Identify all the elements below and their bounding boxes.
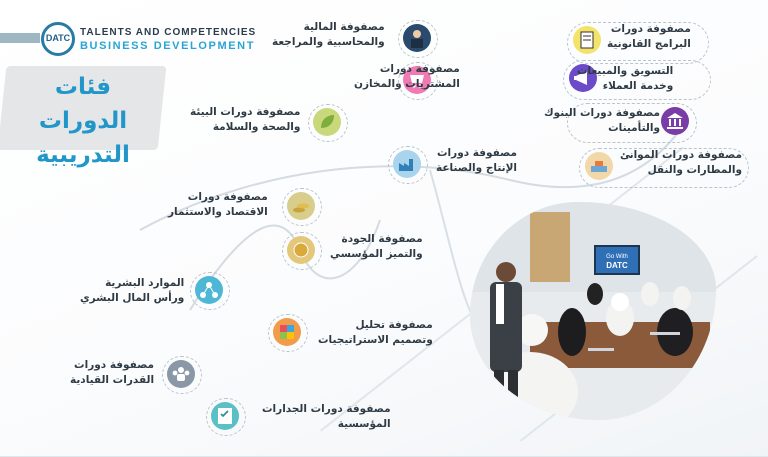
datc-logo — [41, 22, 75, 56]
category-label — [607, 22, 691, 52]
quality-medal-icon — [287, 236, 315, 264]
category-label-line2: والصحة والسلامة — [212, 121, 301, 133]
category-label — [262, 402, 391, 432]
strategy-puzzle-icon — [273, 318, 301, 346]
transport-port-icon — [585, 152, 613, 180]
logo-text: DATC — [45, 33, 71, 43]
category-label-line2: والمطارات والنقل — [647, 164, 742, 176]
category-label — [544, 106, 660, 136]
category-label-line2: البرامج القانونية — [607, 38, 691, 50]
bank-icon — [661, 107, 689, 135]
category-label-line1: مصفوفة دورات البيئة — [190, 106, 301, 118]
training-session-illustration — [470, 202, 716, 420]
category-label — [577, 64, 673, 94]
category-label-line2: والتأمينات — [608, 122, 660, 134]
legal-document-icon — [573, 26, 601, 54]
training-session-photo — [470, 202, 716, 420]
category-label-line1: مصفوفة دورات الجدارات — [262, 403, 391, 415]
brand-name-line2: BUSINESS DEVELOPMENT — [80, 40, 256, 52]
category-label — [620, 148, 742, 178]
page-title-line1: فئات الدورات — [38, 74, 128, 134]
category-label-line1: مصفوفة دورات — [610, 23, 691, 35]
category-label-line2: القدرات القيادية — [70, 374, 155, 386]
category-label — [436, 146, 517, 176]
factory-production-icon — [393, 150, 421, 178]
institutional-competency-icon — [211, 402, 239, 430]
category-label-line2: الإنتاج والصناعة — [436, 162, 517, 174]
category-label-line1: مصفوفة دورات — [379, 63, 460, 75]
category-label-line2: وتصميم الاستراتيجيات — [318, 334, 433, 346]
economy-coins-icon — [287, 192, 315, 220]
category-label-line2: ورأس المال البشري — [80, 292, 185, 304]
category-label-line1: مصفوفة دورات — [74, 359, 155, 371]
category-label-line2: المؤسسية — [337, 418, 391, 430]
category-label-line1: مصفوفة دورات — [437, 147, 517, 159]
category-label — [168, 190, 268, 220]
category-label — [80, 276, 184, 306]
category-label-line1: مصفوفة تحليل — [355, 319, 433, 331]
screen-text-line2: DATC — [606, 261, 628, 270]
category-label-line1: مصفوفة دورات البنوك — [544, 107, 660, 119]
category-label — [190, 105, 300, 135]
category-label-line1: مصفوفة الجودة — [341, 233, 423, 245]
page-title-line2: التدريبية — [36, 142, 130, 168]
category-label-line1: التسويق والمبيعات — [577, 65, 674, 77]
category-label-line2: وخدمة العملاء — [602, 80, 674, 92]
category-label-line1: مصفوفة دورات — [187, 191, 268, 203]
leadership-people-icon — [167, 360, 195, 388]
screen-text-line1: Go With — [606, 254, 628, 260]
category-label-line2: المشتريات والمخازن — [354, 78, 460, 90]
category-label-line1: الموارد البشرية — [105, 277, 185, 289]
human-resources-network-icon — [195, 276, 223, 304]
finance-analyst-icon — [403, 24, 431, 52]
category-label-line2: الاقتصاد والاستثمار — [168, 206, 268, 218]
page-title — [8, 70, 158, 172]
category-label-line1: مصفوفة دورات الموانئ — [620, 149, 742, 161]
environment-leaf-icon — [313, 108, 341, 136]
category-label-line2: والتميز المؤسسي — [330, 248, 423, 260]
header-accent-stripe — [0, 33, 40, 43]
category-label — [354, 62, 460, 92]
category-label — [272, 20, 385, 50]
category-label — [318, 318, 433, 348]
category-label — [70, 358, 154, 388]
category-label-line1: مصفوفة المالية — [303, 21, 385, 33]
category-label-line2: والمحاسبية والمراجعة — [272, 36, 385, 48]
category-label — [330, 232, 423, 262]
brand-name-line1: TALENTS AND COMPETENCIES — [80, 27, 257, 38]
